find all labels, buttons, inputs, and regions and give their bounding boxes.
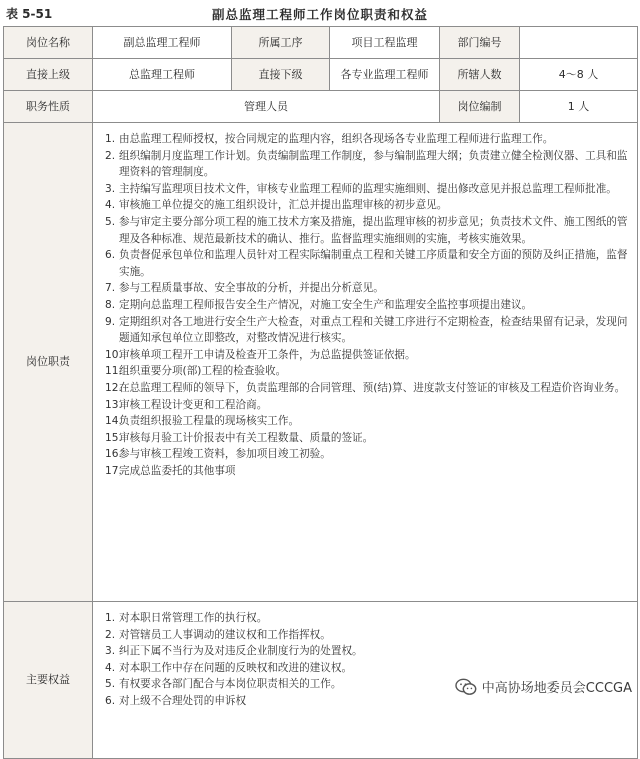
duty-item-number: 6. — [105, 249, 116, 262]
duty-item-text: 组织重要分项(部)工程的检查验收。 — [119, 365, 287, 378]
headcount-value: 4～8 人 — [520, 59, 638, 91]
duty-item-number: 10. — [105, 348, 122, 361]
post-name-label: 岗位名称 — [4, 27, 93, 59]
right-item-number: 5. — [105, 678, 116, 691]
dept-code-value — [520, 27, 638, 59]
duty-item — [101, 380, 631, 397]
duty-item-number: 17. — [105, 464, 122, 477]
right-item-text: 纠正下属不当行为及对违反企业制度行为的处置权。 — [119, 645, 363, 658]
duty-item-number: 12. — [105, 381, 122, 394]
duty-item — [101, 131, 631, 148]
right-item — [101, 660, 631, 677]
duty-item-number: 2. — [105, 149, 116, 162]
right-item-text: 对本职日常管理工作的执行权。 — [119, 612, 268, 624]
duty-item — [101, 214, 631, 247]
table-number: 表 5-51 — [6, 7, 53, 21]
duty-item-number: 15. — [105, 431, 122, 444]
duty-item — [101, 197, 631, 214]
duty-item-text: 由总监理工程师授权，按合同规定的监理内容，组织各现场各专业监理工程师进行监理工作。 — [119, 133, 554, 145]
subordinate-label: 直接下级 — [232, 59, 330, 91]
duty-item-number: 11. — [105, 365, 122, 378]
superior-label: 直接上级 — [4, 59, 93, 91]
duty-item-text: 负责督促承包单位和监理人员针对工程实际编制重点工程和关键工序质量和安全方面的预防及纠正措施，监督实施。 — [119, 249, 628, 278]
duty-item — [101, 397, 631, 414]
duty-item-number: 13. — [105, 398, 122, 411]
duties-row — [4, 123, 638, 602]
right-item-number: 2. — [105, 628, 116, 641]
duty-item-number: 1. — [105, 133, 116, 145]
duty-item-number: 7. — [105, 282, 116, 295]
dept-code-label: 部门编号 — [440, 27, 520, 59]
duty-item — [101, 363, 631, 380]
process-label: 所属工序 — [232, 27, 330, 59]
right-item-number: 1. — [105, 612, 116, 624]
header-row-2 — [4, 59, 638, 91]
duty-table — [3, 26, 638, 759]
duty-item — [101, 413, 631, 430]
duty-item — [101, 181, 631, 198]
duty-item-text: 参与工程质量事故、安全事故的分析，并提出分析意见。 — [119, 282, 384, 295]
right-item-number: 3. — [105, 645, 116, 658]
duty-item — [101, 148, 631, 181]
duty-item — [101, 347, 631, 364]
duty-item — [101, 314, 631, 347]
post-name-value: 副总监理工程师 — [93, 27, 232, 59]
nature-value: 管理人员 — [93, 91, 440, 123]
duty-item-text: 定期向总监理工程师报告安全生产情况，对施工安全生产和监理安全监控事项提出建议。 — [119, 298, 533, 311]
headcount-label: 所辖人数 — [440, 59, 520, 91]
right-item-text: 对管辖员工人事调动的建议权和工作指挥权。 — [119, 628, 331, 641]
right-item-text: 对本职工作中存在问题的反映权和改进的建议权。 — [119, 661, 353, 674]
watermark-text: 中高协场地委员会CCCGA — [481, 681, 632, 696]
watermark — [455, 677, 632, 696]
duty-item-text: 定期组织对各工地进行安全生产大检查，对重点工程和关键工序进行不定期检查，检查结果留有记录，发现问题通知承包单位立即整改，对整改情况进行核实。 — [119, 315, 628, 345]
duty-item-text: 参与审核工程竣工资料，参加项目竣工初验。 — [119, 448, 331, 461]
right-item — [101, 627, 631, 644]
header-row-1 — [4, 27, 638, 59]
right-item-number: 6. — [105, 694, 116, 707]
superior-value: 总监理工程师 — [93, 59, 232, 91]
process-value: 项目工程监理 — [330, 27, 440, 59]
duty-item-text: 组织编制月度监理工作计划。负责编制监理工作制度，参与编制监理大纲；负责建立健全检测仪器、工具和监理资料的管理制度。 — [119, 149, 628, 179]
duty-item-number: 14. — [105, 415, 122, 428]
duty-item-text: 审核每月验工计价报表中有关工程数量、质量的签证。 — [119, 431, 374, 444]
duty-item-text: 审核施工单位提交的施工组织设计，汇总并提出监理审核的初步意见。 — [119, 199, 448, 212]
right-item — [101, 610, 631, 627]
quota-value: 1 人 — [520, 91, 638, 123]
subordinate-value: 各专业监理工程师 — [330, 59, 440, 91]
duty-item — [101, 247, 631, 280]
right-item-text: 有权要求各部门配合与本岗位职责相关的工作。 — [119, 678, 342, 691]
duty-item — [101, 463, 631, 480]
duties-cell — [93, 123, 638, 602]
right-item-number: 4. — [105, 661, 116, 674]
rights-label: 主要权益 — [4, 602, 93, 759]
duty-item-number: 4. — [105, 199, 116, 212]
duties-label: 岗位职责 — [4, 123, 93, 602]
duty-item — [101, 430, 631, 447]
duty-item — [101, 446, 631, 463]
duty-item-number: 5. — [105, 215, 116, 228]
duty-item-number: 9. — [105, 315, 116, 328]
header-row-3 — [4, 91, 638, 123]
right-item — [101, 643, 631, 660]
table-caption — [0, 0, 640, 26]
quota-label: 岗位编制 — [440, 91, 520, 123]
duty-item-text: 负责组织报验工程量的现场核实工作。 — [119, 415, 300, 428]
duty-item-text: 完成总监委托的其他事项 — [119, 464, 236, 477]
duty-item — [101, 297, 631, 314]
duty-item-text: 审核单项工程开工申请及检查开工条件，为总监提供签证依据。 — [119, 348, 416, 361]
duty-item-text: 审核工程设计变更和工程洽商。 — [119, 398, 268, 411]
nature-label: 职务性质 — [4, 91, 93, 123]
duties-list — [101, 131, 631, 479]
duty-item-text: 参与审定主要分部分项工程的施工技术方案及措施，提出监理审核的初步意见；负责技术文件、施工图纸的管理及各种标准、规范最新技术的确认、推行。监督监理实施细则的实施，考核实施效果。 — [119, 215, 628, 245]
duty-item-text: 主持编写监理项目技术文件，审核专业监理工程师的监理实施细则、提出修改意见并报总监理工程师批准。 — [119, 182, 617, 195]
duty-item-text: 在总监理工程师的领导下，负责监理部的合同管理、预(结)算、进度款支付签证的审核及工程造价咨询业务。 — [119, 381, 626, 394]
wechat-icon — [455, 678, 477, 696]
duty-item-number: 8. — [105, 298, 116, 311]
table-title: 副总监理工程师工作岗位职责和权益 — [211, 7, 428, 22]
duty-item-number: 16. — [105, 448, 122, 461]
right-item-text: 对上级不合理处罚的申诉权 — [119, 694, 247, 707]
duty-item — [101, 280, 631, 297]
duty-item-number: 3. — [105, 182, 116, 195]
